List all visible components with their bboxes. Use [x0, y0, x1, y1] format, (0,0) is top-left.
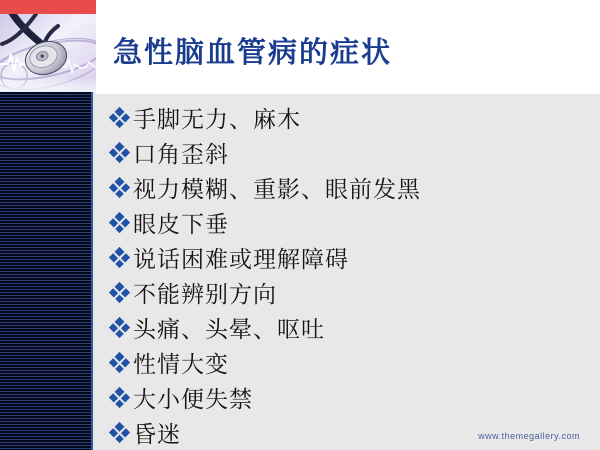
- stethoscope-ecg-illustration: [0, 14, 96, 92]
- diamond-bullet-icon: [109, 422, 130, 443]
- diamond-bullet-icon: [109, 212, 130, 233]
- list-item: [112, 380, 600, 415]
- slide-title: 急性脑血管病的症状: [113, 36, 393, 69]
- bullet-text: 眼皮下垂: [133, 212, 229, 237]
- diamond-bullet-icon: [109, 107, 130, 128]
- bullet-text: 不能辨别方向: [133, 282, 277, 307]
- footer-url: www.themegallery.com: [478, 431, 580, 441]
- diamond-bullet-icon: [109, 142, 130, 163]
- diamond-bullet-icon: [109, 352, 130, 373]
- red-accent-bar: [0, 0, 96, 14]
- bullet-list: [96, 94, 600, 450]
- list-item: [112, 345, 600, 380]
- left-column: [0, 0, 96, 450]
- list-item: [112, 135, 600, 170]
- bullet-text: 性情大变: [133, 352, 229, 377]
- list-item: [112, 100, 600, 135]
- stethoscope-image: [0, 14, 96, 92]
- diamond-bullet-icon: [109, 282, 130, 303]
- list-item: [112, 310, 600, 345]
- slide-body: [96, 0, 600, 450]
- title-band: [96, 0, 600, 94]
- bullet-text: 视力模糊、重影、眼前发黑: [133, 177, 421, 202]
- bullet-text: 口角歪斜: [133, 142, 229, 167]
- diamond-bullet-icon: [109, 387, 130, 408]
- list-item: [112, 170, 600, 205]
- bullet-text: 大小便失禁: [133, 387, 253, 412]
- bullet-text: 头痛、头晕、呕吐: [133, 317, 325, 342]
- bullet-text: 说话困难或理解障碍: [133, 247, 349, 272]
- list-item: [112, 275, 600, 310]
- bullet-text: 手脚无力、麻木: [133, 107, 301, 132]
- list-item: [112, 240, 600, 275]
- list-item: [112, 205, 600, 240]
- diamond-bullet-icon: [109, 317, 130, 338]
- bullet-text: 昏迷: [133, 422, 181, 447]
- diamond-bullet-icon: [109, 247, 130, 268]
- pinstripe-sidebar: [0, 92, 93, 450]
- diamond-bullet-icon: [109, 177, 130, 198]
- content-area: [96, 94, 600, 450]
